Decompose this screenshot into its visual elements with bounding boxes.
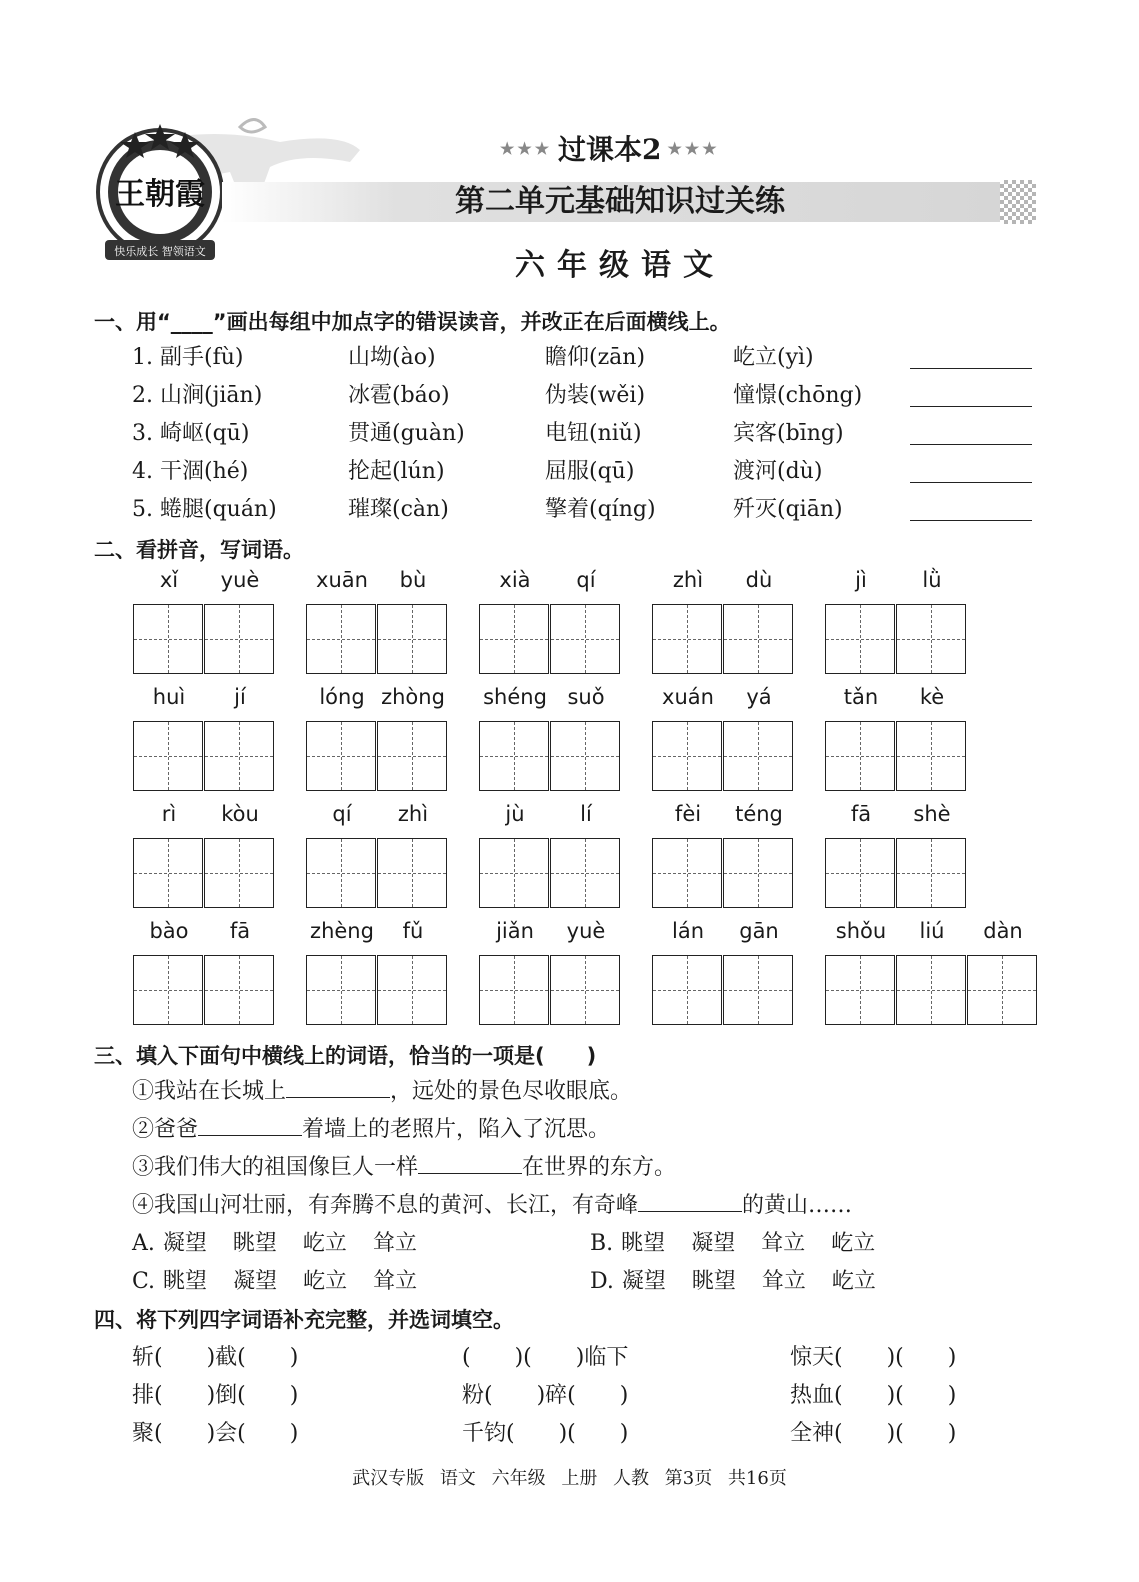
pinyin-label: xià [499,568,531,592]
pinyin-label: zhèng [310,919,374,943]
fill-blank[interactable] [638,1193,742,1212]
section3-title: 三、填入下面句中横线上的词语，恰当的一项是( ) [94,1044,597,1068]
option-word: 屹立 [302,1231,347,1256]
pinyin-label: lóng [319,685,365,709]
idiom-item[interactable]: 惊天( )( ) [790,1345,957,1370]
sentence-text: ②爸爸 [132,1117,199,1142]
pinyin-label: shéng [483,685,547,709]
sentence-text: 着墙上的老照片，陷入了沉思。 [302,1117,611,1142]
writing-box[interactable] [204,721,274,791]
reading-item: 抡起(lún) [348,459,445,484]
writing-box[interactable] [652,604,722,674]
writing-box[interactable] [550,721,620,791]
idiom-item[interactable]: 千钧( )( ) [462,1421,629,1446]
sentence-item [132,1150,676,1181]
reading-item: 1. 副手(fù) [132,345,244,370]
sentence-text: ④我国山河壮丽，有奔腾不息的黄河、长江，有奇峰 [132,1193,639,1218]
option-label: A. [132,1231,155,1256]
writing-box[interactable] [896,838,966,908]
idiom-item[interactable]: 聚( )会( ) [132,1421,299,1446]
writing-box[interactable] [825,955,895,1025]
answer-line[interactable] [910,368,1032,369]
answer-line[interactable] [910,520,1032,521]
reading-item: 憧憬(chōng) [733,383,863,408]
writing-box[interactable] [652,955,722,1025]
writing-box[interactable] [204,838,274,908]
writing-box[interactable] [133,604,203,674]
option-label: B. [590,1231,614,1256]
pinyin-label: kòu [221,802,259,826]
writing-box[interactable] [377,838,447,908]
choice-option[interactable] [590,1226,901,1257]
reading-item: 电钮(niǔ) [545,421,642,446]
reading-item: 冰雹(báo) [348,383,450,408]
reading-item: 3. 崎岖(qū) [132,421,250,446]
fill-blank[interactable] [198,1117,302,1136]
option-word: 耸立 [761,1269,806,1294]
pinyin-label: xuán [662,685,714,709]
option-word: 凝望 [162,1231,207,1256]
idiom-item[interactable]: 全神( )( ) [790,1421,957,1446]
writing-box[interactable] [204,955,274,1025]
reading-item: 伪装(wěi) [545,383,646,408]
logo-motto-text: 快乐成长 智领语文 [114,245,206,258]
pinyin-label: zhì [397,802,429,826]
pinyin-label: dàn [983,919,1023,943]
writing-box[interactable] [306,955,376,1025]
series-stars-right: ★★★ [667,138,720,158]
option-word: 屹立 [831,1269,876,1294]
writing-box[interactable] [723,604,793,674]
pinyin-label: zhòng [381,685,445,709]
answer-line[interactable] [910,406,1032,407]
pinyin-label: jiǎn [496,919,534,943]
option-word: 耸立 [761,1231,806,1256]
pinyin-label: huì [152,685,186,709]
idiom-item[interactable]: 粉( )碎( ) [462,1383,629,1408]
series-label [500,128,760,168]
reading-item: 屈服(qū) [545,459,635,484]
pinyin-label: lí [580,802,592,826]
sentence-text: ③我们伟大的祖国像巨人一样 [132,1155,419,1180]
pinyin-label: lǜ [922,568,942,592]
pinyin-label: tǎn [843,685,879,709]
writing-box[interactable] [479,838,549,908]
idiom-item[interactable]: 排( )倒( ) [132,1383,299,1408]
reading-item: 渡河(dù) [733,459,823,484]
writing-box[interactable] [377,721,447,791]
writing-box[interactable] [825,604,895,674]
pinyin-label: qí [332,802,352,826]
sentence-item [132,1112,610,1143]
fill-blank[interactable] [286,1079,390,1098]
pinyin-label: gān [739,919,779,943]
option-label: D. [590,1269,614,1294]
pinyin-label: bào [149,919,189,943]
pinyin-label: xuān [316,568,368,592]
writing-box[interactable] [967,955,1037,1025]
writing-box[interactable] [377,955,447,1025]
option-word: 屹立 [831,1231,876,1256]
option-label: C. [132,1269,156,1294]
writing-box[interactable] [133,955,203,1025]
reading-item: 擎着(qíng) [545,497,656,522]
option-word: 眺望 [691,1269,736,1294]
pinyin-label: kè [919,685,945,709]
writing-box[interactable] [306,604,376,674]
choice-option[interactable] [132,1264,443,1295]
option-word: 凝望 [691,1231,736,1256]
reading-item: 5. 蜷腿(quán) [132,497,277,522]
pinyin-label: lán [671,919,704,943]
writing-box[interactable] [825,838,895,908]
writing-box[interactable] [550,955,620,1025]
section1-title: 一、用“____”画出每组中加点字的错误读音，并改正在后面横线上。 [94,310,731,334]
pinyin-label: fǔ [402,919,424,943]
pinyin-label: yá [746,685,772,709]
writing-box[interactable] [204,604,274,674]
idiom-item[interactable]: 斩( )截( ) [132,1345,299,1370]
writing-box[interactable] [652,838,722,908]
option-word: 耸立 [372,1231,417,1256]
writing-box[interactable] [306,721,376,791]
pinyin-label: jí [234,685,246,709]
sentence-item [132,1188,852,1219]
sentence-text: ，远处的景色尽收眼底。 [390,1079,633,1104]
reading-item: 屹立(yì) [733,345,814,370]
answer-line[interactable] [910,444,1032,445]
series-stars-left: ★★★ [500,138,553,158]
sentence-text: ①我站在长城上 [132,1079,287,1104]
pinyin-label: rì [161,802,177,826]
option-word: 凝望 [233,1269,278,1294]
pinyin-label: shǒu [835,919,887,943]
writing-box[interactable] [377,604,447,674]
page-title: 第二单元基础知识过关练 [455,184,785,219]
sentence-text: 在世界的东方。 [522,1155,677,1180]
option-word: 凝望 [621,1269,666,1294]
option-word: 眺望 [621,1231,666,1256]
pinyin-label: fā [229,919,251,943]
writing-box[interactable] [479,955,549,1025]
pinyin-label: fèi [674,802,702,826]
logo-brand-text: 王朝霞 [115,177,205,212]
pinyin-label: yuè [566,919,606,943]
option-word: 屹立 [303,1269,348,1294]
choice-option[interactable] [132,1226,443,1257]
section2-title: 二、看拼音，写词语。 [94,538,304,562]
writing-box[interactable] [723,955,793,1025]
writing-box[interactable] [652,721,722,791]
reading-item: 贯通(guàn) [348,421,465,446]
pinyin-label: jù [505,802,525,826]
pinyin-label: jì [855,568,867,592]
fill-blank[interactable] [418,1155,522,1174]
sentence-item [132,1074,632,1105]
reading-item: 2. 山涧(jiān) [132,383,263,408]
reading-item: 宾客(bīng) [733,421,844,446]
reading-item: 4. 干涸(hé) [132,459,249,484]
writing-box[interactable] [896,721,966,791]
choice-option[interactable] [590,1264,902,1295]
writing-box[interactable] [479,604,549,674]
pinyin-label: liú [919,919,945,943]
idiom-item[interactable]: 热血( )( ) [790,1383,957,1408]
pinyin-label: qí [576,568,596,592]
pinyin-label: dù [745,568,773,592]
reading-item: 歼灭(qiān) [733,497,843,522]
writing-box[interactable] [133,838,203,908]
writing-box[interactable] [723,838,793,908]
pinyin-label: suǒ [567,685,605,709]
writing-box[interactable] [550,604,620,674]
pinyin-label: yuè [220,568,260,592]
option-word: 眺望 [232,1231,277,1256]
banner-checker-decoration [1000,180,1036,224]
reading-item: 瞻仰(zān) [545,345,646,370]
writing-box[interactable] [896,604,966,674]
answer-line[interactable] [910,482,1032,483]
sentence-text: 的黄山…… [742,1193,853,1218]
reading-item: 山坳(ào) [348,345,436,370]
option-word: 眺望 [163,1269,208,1294]
writing-box[interactable] [825,721,895,791]
page-subtitle: 六年级语文 [515,248,725,283]
writing-box[interactable] [550,838,620,908]
pinyin-label: xǐ [159,568,179,592]
writing-box[interactable] [479,721,549,791]
pinyin-label: téng [735,802,783,826]
idiom-item[interactable]: ( )( )临下 [462,1345,629,1370]
pinyin-label: shè [913,802,951,826]
writing-box[interactable] [133,721,203,791]
option-word: 耸立 [373,1269,418,1294]
reading-item: 璀璨(càn) [348,497,449,522]
page-footer: 武汉专版 语文 六年级 上册 人教 第3页 共16页 [352,1468,787,1489]
section4-title: 四、将下列四字词语补充完整，并选词填空。 [94,1308,514,1332]
series-text: 过课本2 [558,133,662,166]
pinyin-label: zhì [672,568,704,592]
writing-box[interactable] [896,955,966,1025]
writing-box[interactable] [306,838,376,908]
writing-box[interactable] [723,721,793,791]
pinyin-label: bù [399,568,427,592]
pinyin-label: fā [850,802,872,826]
